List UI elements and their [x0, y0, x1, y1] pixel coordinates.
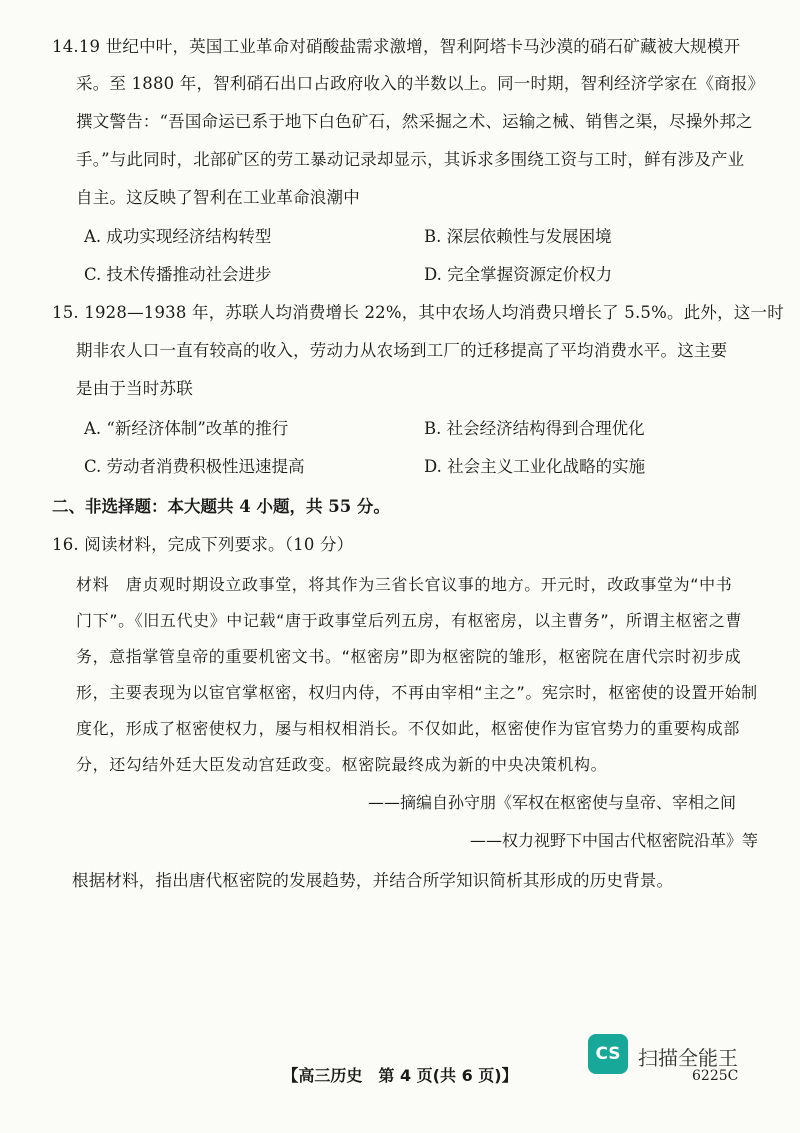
q15-option-d: D. 社会主义工业化战略的实施	[424, 457, 646, 476]
q16-question: 根据材料，指出唐代枢密院的发展趋势，并结合所学知识简析其形成的历史背景。	[72, 871, 674, 890]
q14-option-b: B. 深层依赖性与发展困境	[424, 227, 612, 246]
camscanner-name: 扫描全能王	[638, 1046, 738, 1070]
q16-header: 16. 阅读材料，完成下列要求。（10 分）	[52, 535, 354, 554]
q15-option-a: A. “新经济体制”改革的推行	[84, 419, 289, 438]
q15-line-3: 是由于当时苏联	[76, 379, 193, 398]
q15-line-2: 期非农人口一直有较高的收入，劳动力从农场到工厂的迁移提高了平均消费水平。这主要	[76, 341, 728, 360]
section-heading: 二、非选择题：本大题共 4 小题，共 55 分。	[52, 497, 390, 516]
q16-material-line-3: 务，意指掌管皇帝的重要机密文书。“枢密房”即为枢密院的雏形，枢密院在唐代宗时初步成	[76, 647, 742, 666]
q14-line-1: 14.19 世纪中叶，英国工业革命对硝酸盐需求激增，智利阿塔卡马沙漠的硝石矿藏被大规模开	[52, 37, 741, 56]
q16-material-line-5: 度化，形成了枢密使权力，屡与相权相消长。不仅如此，枢密使作为宦官势力的重要构成部	[76, 719, 741, 738]
q14-option-c: C. 技术传播推动社会进步	[84, 265, 272, 284]
q14-option-d: D. 完全掌握资源定价权力	[424, 265, 613, 284]
q16-material-line-4: 形，主要表现为以宦官掌枢密，权归内侍，不再由宰相“主之”。宪宗时，枢密使的设置开始制	[76, 683, 758, 702]
q16-source-line-1: ——摘编自孙守朋《军权在枢密使与皇帝、宰相之间	[368, 793, 737, 812]
q16-material-line-1: 材料 唐贞观时期设立政事堂，将其作为三省长官议事的地方。开元时，改政事堂为“中书	[76, 575, 733, 594]
q14-option-a: A. 成功实现经济结构转型	[84, 227, 272, 246]
q14-line-5: 自主。这反映了智利在工业革命浪潮中	[76, 188, 360, 207]
page-footer: 【高三历史 第 4 页(共 6 页)】	[282, 1066, 518, 1085]
q15-option-c: C. 劳动者消费积极性迅速提高	[84, 457, 305, 476]
exam-code: 6225C	[692, 1068, 739, 1084]
q14-line-4: 手。”与此同时，北部矿区的劳工暴动记录却显示，其诉求多围绕工资与工时，鲜有涉及产业	[76, 150, 745, 169]
q15-line-1: 15. 1928—1938 年，苏联人均消费增长 22%，其中农场人均消费只增长了 5.5%。此外，这一时	[52, 303, 784, 322]
camscanner-logo: CS	[588, 1034, 628, 1074]
q16-material-line-2: 门下”。《旧五代史》中记载“唐于政事堂后列五房，有枢密房，以主曹务”，所谓主枢密之曹	[76, 611, 743, 630]
q16-source-line-2: ——权力视野下中国古代枢密院沿革》等	[470, 831, 759, 850]
q15-option-b: B. 社会经济结构得到合理优化	[424, 419, 645, 438]
q16-material-line-6: 分，还勾结外廷大臣发动宫廷政变。枢密院最终成为新的中央决策机构。	[76, 755, 608, 774]
q14-line-2: 采。至 1880 年，智利硝石出口占政府收入的半数以上。同一时期，智利经济学家在《商报》	[76, 74, 765, 93]
q14-line-3: 撰文警告：“吾国命运已系于地下白色矿石，然采掘之术、运输之械、销售之渠，尽操外邦之	[76, 112, 753, 131]
